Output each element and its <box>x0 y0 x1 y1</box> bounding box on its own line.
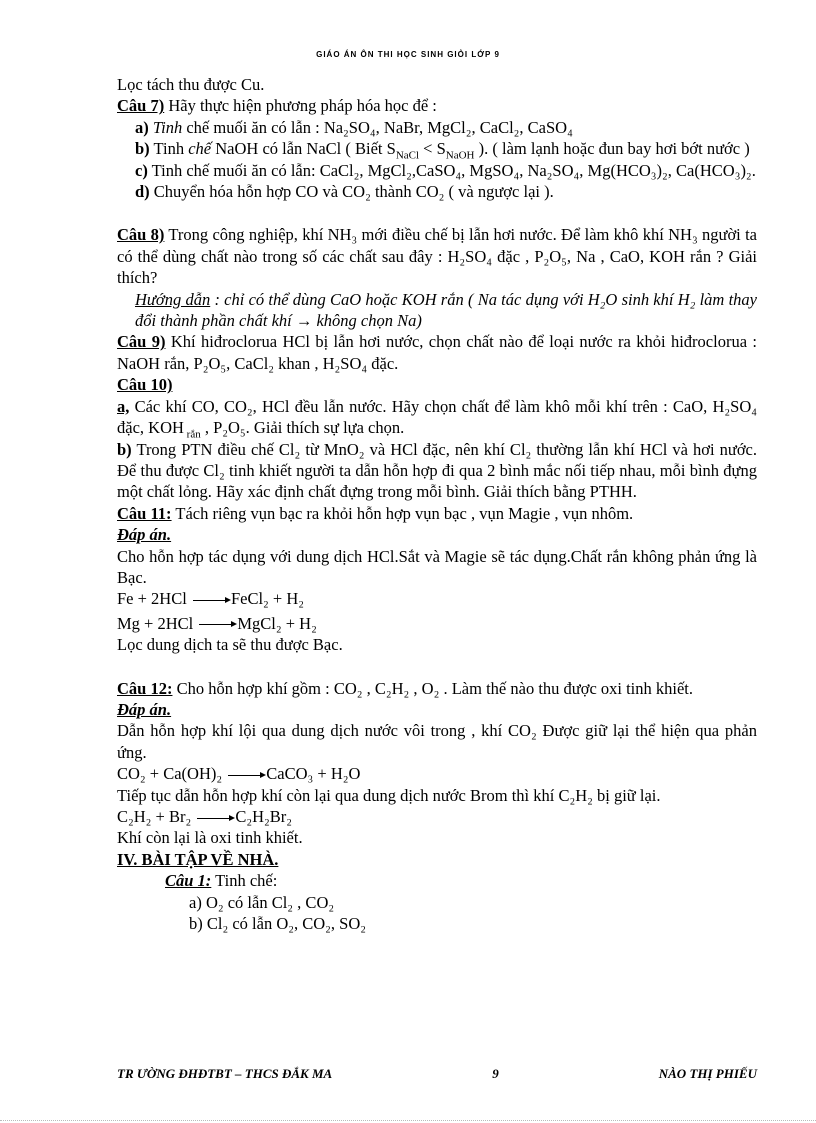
item-text: Trong PTN điều chế Cl₂ từ MnO₂ và HCl đặc, nên khí Cl₂ thường lẫn khí HCl và hơi nước. Để thu được Cl₂ tinh khiết người ta dẫn hỗn hợp đi qua 2 bình mắc nối tiếp nhau, mỗi bình đựng một chất lỏng. Hãy xác định chất đựng trong mỗi bình. Giải thích bằng PTHH. <box>117 439 757 502</box>
equation <box>117 588 757 609</box>
paragraph: Khí còn lại là oxi tinh khiết. <box>117 828 303 848</box>
item-label: a, <box>117 396 130 416</box>
page-divider <box>0 1120 816 1121</box>
question-10 <box>117 374 757 395</box>
equation-left: C₂H₂ + Br₂ <box>117 807 192 826</box>
item-text: Các khí CO, CO₂, HCl đều lẫn nước. Hãy chọn chất để làm khô mỗi khí trên : CaO, H₂SO₄ đặc, KOH <box>117 396 757 438</box>
question-text: Tinh chế: <box>211 871 278 891</box>
page-footer <box>117 1066 757 1082</box>
question-text: Hãy thực hiện phương pháp hóa học để : <box>164 96 437 116</box>
arrow-icon <box>193 600 229 601</box>
arrow-icon <box>199 624 235 625</box>
spacer <box>117 656 757 678</box>
question-label: Câu 11: <box>117 503 172 523</box>
question-8 <box>117 224 757 288</box>
equation-left: CO₂ + Ca(OH)₂ <box>117 764 223 784</box>
question-label: Câu 8) <box>117 225 165 245</box>
equation <box>117 763 757 784</box>
question-9 <box>117 331 757 374</box>
page-number: 9 <box>492 1066 499 1081</box>
question-11 <box>117 503 757 524</box>
equation-right: MgCl₂ + H₂ <box>237 613 317 633</box>
subscript: NaOH <box>445 149 475 162</box>
question-label: Câu 12: <box>117 678 173 698</box>
question-10a <box>117 396 757 439</box>
item-word: Tinh <box>152 117 183 137</box>
equation <box>117 806 757 827</box>
question-text: Khí hiđroclorua HCl bị lẫn hơi nước, chọn chất nào để loại nước ra khỏi hiđroclorua : NaOH rắn, P₂O₅, CaCl₂ khan , H₂SO₄ đặc. <box>117 332 757 373</box>
homework-1a: a) O₂ có lẫn Cl₂ , CO₂ <box>189 892 335 912</box>
item-text: Tinh <box>149 139 189 159</box>
item-text: < S <box>419 139 446 159</box>
item-text: , P₂O₅. Giải thích sự lựa chọn. <box>200 418 405 438</box>
item-text: NaOH có lẫn NaCl ( Biết S <box>211 139 396 159</box>
equation-right: CaCO₃ + H₂O <box>266 764 361 784</box>
question-7b <box>117 138 757 162</box>
equation-right: C₂H₂Br₂ <box>235 807 293 826</box>
question-10b <box>117 439 757 503</box>
arrow-icon <box>228 775 264 776</box>
equation <box>117 613 757 634</box>
footer-school: TR ƯỜNG ĐHĐTBT – THCS ĐẮK MA <box>117 1066 333 1081</box>
arrow-icon <box>197 818 233 819</box>
subscript: rắn <box>183 428 201 441</box>
equation-left: Fe + 2HCl <box>117 589 187 609</box>
question-text: Cho hỗn hợp khí gồm : CO₂ , C₂H₂ , O₂ . Làm thế nào thu được oxi tinh khiết. <box>172 678 694 698</box>
paragraph: Lọc dung dịch ta sẽ thu được Bạc. <box>117 635 343 655</box>
footer-author: NÀO THỊ PHIẾU <box>658 1066 757 1081</box>
hint-text: : chỉ có thể dùng CaO hoặc KOH rắn ( Na tác dụng với H₂O sinh khí H₂ làm thay đổi thành phần chất khí → không chọn Na) <box>135 289 757 331</box>
question-7a <box>117 117 757 138</box>
section-heading: IV. BÀI TẬP VỀ NHÀ. <box>117 849 279 869</box>
paragraph: Dẫn hỗn hợp khí lội qua dung dịch nước vôi trong , khí CO₂ Được giữ lại thể hiện qua phản ứng. <box>117 721 757 762</box>
item-label: d) <box>135 182 150 202</box>
question-label: Câu 9) <box>117 332 166 352</box>
item-label: b) <box>135 139 150 159</box>
answer-heading: Đáp án. <box>117 525 172 545</box>
question-7 <box>117 95 757 116</box>
question-label: Câu 1: <box>165 871 212 891</box>
item-text: Tinh chế muối ăn có lẫn: CaCl₂, MgCl₂,CaSO₄, MgSO₄, Na₂SO₄, Mg(HCO₃)₂, Ca(HCO₃)₂. <box>147 160 756 180</box>
answer-heading: Đáp án. <box>117 699 172 719</box>
equation-right: FeCl₂ + H₂ <box>230 589 305 609</box>
item-label: b) <box>117 439 132 459</box>
item-word: chế <box>188 139 212 159</box>
item-text: chế muối ăn có lẫn : Na₂SO₄, NaBr, MgCl₂, CaCl₂, CaSO₄ <box>182 117 573 137</box>
item-text: ). ( làm lạnh hoặc đun bay hơi bớt nước ) <box>474 139 750 159</box>
question-label: Câu 7) <box>117 96 165 116</box>
question-text: Trong công nghiệp, khí NH₃ mới điều chế bị lẫn hơi nước. Để làm khô khí NH₃ người ta có thể dùng chất nào trong số các chất sau đây : H₂SO₄ đặc , P₂O₅, Na , CaO, KOH rắn ? Giải thích? <box>117 225 757 288</box>
question-8-hint <box>117 289 757 332</box>
spacer <box>117 202 757 224</box>
question-12 <box>117 678 757 699</box>
item-text: Chuyển hóa hỗn hợp CO và CO₂ thành CO₂ ( và ngược lại ). <box>149 182 554 202</box>
question-7d <box>117 181 757 202</box>
item-label: c) <box>135 160 148 180</box>
hint-label: Hướng dẫn <box>135 289 211 309</box>
homework-1 <box>117 870 757 891</box>
paragraph: Lọc tách thu được Cu. <box>117 75 265 94</box>
homework-1b: b) Cl₂ có lẫn O₂, CO₂, SO₂ <box>189 914 367 934</box>
question-text: Tách riêng vụn bạc ra khỏi hỗn hợp vụn bạc , vụn Magie , vụn nhôm. <box>171 503 634 523</box>
subscript: NaCl <box>395 149 420 162</box>
question-7c <box>117 160 757 181</box>
page-header: GIÁO ÁN ÔN THI HỌC SINH GIỎI LỚP 9 <box>316 50 500 59</box>
paragraph: Tiếp tục dẫn hỗn hợp khí còn lại qua dung dịch nước Brom thì khí C₂H₂ bị giữ lại. <box>117 785 661 805</box>
answer-label <box>117 524 757 545</box>
paragraph: Cho hỗn hợp tác dụng với dung dịch HCl.Sắt và Magie sẽ tác dụng.Chất rắn không phản ứng là Bạc. <box>117 546 757 587</box>
item-label: a) <box>135 117 149 137</box>
document-body <box>117 74 757 934</box>
answer-label <box>117 699 757 720</box>
equation-left: Mg + 2HCl <box>117 613 194 633</box>
question-label: Câu 10) <box>117 375 173 395</box>
